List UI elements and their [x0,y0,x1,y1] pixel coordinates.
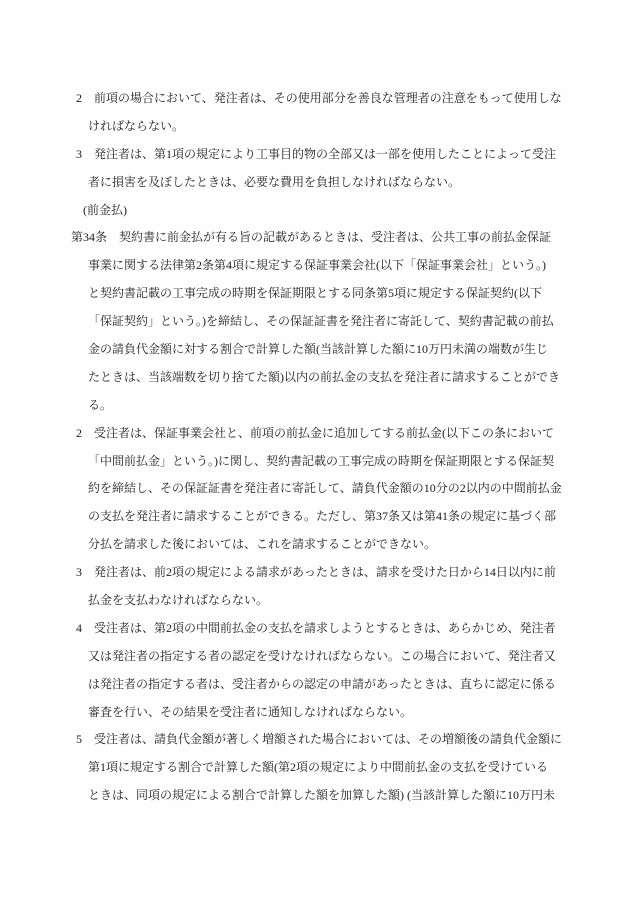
document-line: 第1項に規定する割合で計算した額(第2項の規定により中間前払金の支払を受けている [88,760,548,775]
document-line: 又は発注者の指定する者の認定を受けなければならない。この場合において、発注者又 [88,648,556,663]
paragraph-use-clause-2 [71,85,610,141]
document-line: 金の請負代金額に対する割合で計算した額(当該計算した額に10万円未満の端数が生じ [88,342,548,357]
document-line: 5 受注者は、請負代金額が著しく増額された場合においては、その増額後の請負代金額に [76,732,563,747]
document-line: 3 発注者は、前2項の規定による請求があったときは、請求を受けた日から14日以内に前 [76,565,556,580]
paragraph-article-34-4 [71,615,610,727]
document-line: は発注者の指定する者は、受注者からの認定の申請があったときは、直ちに認定に係る [88,676,556,691]
document-line: ければならない。 [88,118,185,133]
document-line: 審査を行い、その結果を受注者に通知しなければならない。 [88,704,413,719]
document-line: 2 前項の場合において、発注者は、その使用部分を善良な管理者の注意をもって使用しな [76,91,562,105]
document-line: 分払を請求した後においては、これを請求することができない。 [88,537,437,552]
document-line: 事業に関する法律第2条第4項に規定する保証事業会社(以下「保証事業会社」という。) [88,258,546,273]
paragraph-article-34-1 [71,224,610,419]
document-line: 2 受注者は、保証事業会社と、前項の前払金に追加してする前払金(以下この条において [76,425,554,440]
document-line: ときは、同項の規定による割合で計算した額を加算した額) (当該計算した額に10万円未 [88,788,555,803]
document-line: 4 受注者は、第2項の中間前払金の支払を請求しようとするときは、あらかじめ、発注者 [76,620,556,635]
document-line: たときは、当該端数を切り捨てた額)以内の前払金の支払を発注者に請求することができ [88,369,560,384]
document-line: 第34条 契約書に前金払が有る旨の記載があるときは、受注者は、公共工事の前払金保証 [71,230,552,245]
paragraph-heading-maekinbarai [71,197,610,225]
document-line: と契約書記載の工事完成の時期を保証期限とする同条第5項に規定する保証契約(以下 [88,286,542,301]
document-line: (前金払) [83,202,127,217]
paragraph-use-clause-3 [71,141,610,197]
document-line: の支払を発注者に請求することができる。ただし、第37条又は第41条の規定に基づく部 [88,509,557,524]
paragraph-article-34-2 [71,420,610,559]
document-line: 3 発注者は、第1項の規定により工事目的物の全部又は一部を使用したことによって受注 [76,146,557,161]
paragraph-article-34-3 [71,559,610,615]
document-line: 者に損害を及ぼしたときは、必要な費用を負担しなければならない。 [88,174,461,189]
document-line: 約を締結し、その保証証書を発注者に寄託して、請負代金額の10分の2以内の中間前払金 [88,481,562,496]
paragraph-article-34-5 [71,726,610,810]
document-line: る。 [88,397,113,412]
document-body [71,85,610,810]
document-line: 「保証契約」という。)を締結し、その保証証書を発注者に寄託して、契約書記載の前払 [88,314,554,329]
document-line: 「中間前払金」という。)に関し、契約書記載の工事完成の時期を保証期限とする保証契 [88,453,554,468]
document-line: 払金を支払わなければならない。 [88,593,269,608]
